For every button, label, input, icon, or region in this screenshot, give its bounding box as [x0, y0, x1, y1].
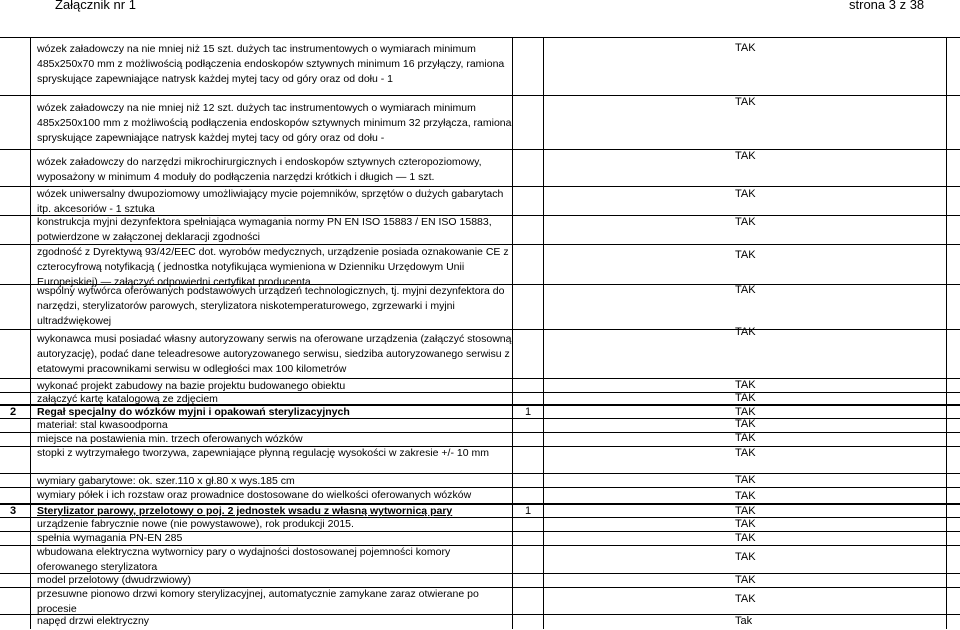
row-description: model przelotowy (dwudrzwiowy)	[37, 574, 192, 586]
table-row	[0, 378, 960, 393]
row-description: wózek uniwersalny dwupoziomowy umożliwiający mycie pojemników, sprzętów o dużych gabarytach itp. akcesoriów - 1 sztuka	[37, 188, 504, 215]
table-row	[0, 573, 960, 588]
table-row	[0, 149, 960, 187]
row-description: wykonawca musi posiadać własny autoryzowany serwis na oferowane urządzenia (załączyć stosowną autoryzację), podać dane teleadresowe autoryzowanego serwisu, siedziba autoryzowanego serwisu z etatowymi pracownikami serwisu w odległości max 100 kilometrów	[37, 333, 512, 375]
table-row	[0, 446, 960, 474]
row-answer: Tak	[735, 615, 753, 627]
row-description: załączyć kartę katalogową ze zdjęciem	[37, 393, 218, 405]
table-row	[0, 37, 960, 96]
row-answer: TAK	[735, 150, 756, 162]
row-description: Regał specjalny do wózków myjni i opakowań sterylizacyjnych	[37, 406, 350, 418]
row-answer: TAK	[735, 96, 756, 108]
row-description: wymiary gabarytowe: ok. szer.110 x gł.80 x wys.185 cm	[37, 475, 295, 487]
table-row	[0, 284, 960, 330]
table-row	[0, 418, 960, 433]
row-answer: TAK	[735, 188, 756, 200]
row-description: wózek załadowczy do narzędzi mikrochirurgicznych i endoskopów sztywnych czteropoziomowy, wyposażony w minimum 4 moduły do podłączenia narzędzi krótkich i długich — 1 szt.	[37, 156, 482, 183]
row-answer: TAK	[735, 249, 756, 261]
row-answer: TAK	[735, 216, 756, 228]
row-answer: TAK	[735, 406, 756, 418]
row-quantity: 1	[525, 406, 532, 418]
row-description: materiał: stal kwasoodporna	[37, 419, 168, 431]
row-answer: TAK	[735, 474, 756, 486]
row-description: spełnia wymagania PN-EN 285	[37, 532, 183, 544]
table-row	[0, 614, 960, 630]
page-number: strona 3 z 38	[849, 0, 925, 12]
row-description: wózek załadowczy na nie mniej niż 15 szt. dużych tac instrumentowych o wymiarach minimum 485x250x70 mm z możliwością podłączenia endoskopów sztywnych minimum 16 przyłączy, ramiona spryskujące zapewniające natrysk każdej mytej tacy od góry oraz od dołu - 1	[37, 43, 505, 85]
row-answer: TAK	[735, 284, 756, 296]
table-row	[0, 186, 960, 216]
row-quantity: 1	[525, 505, 532, 517]
attachment-label: Załącznik nr 1	[55, 0, 136, 12]
row-description: urządzenie fabrycznie nowe (nie powystawowe), rok produkcji 2015.	[37, 518, 354, 530]
row-description: przesuwne pionowo drzwi komory sterylizacyjnej, automatycznie zamykane zaraz otwierane po procesie	[37, 588, 479, 615]
table-row	[0, 432, 960, 447]
table-row	[0, 244, 960, 288]
row-answer: TAK	[735, 593, 756, 605]
table-row	[0, 545, 960, 574]
row-answer: TAK	[735, 379, 756, 391]
row-description: napęd drzwi elektryczny	[37, 615, 150, 627]
table-row	[0, 473, 960, 488]
row-answer: TAK	[735, 490, 756, 502]
row-answer: TAK	[735, 551, 756, 563]
row-answer: TAK	[735, 326, 756, 338]
row-answer: TAK	[735, 418, 756, 430]
row-number: 2	[10, 406, 17, 418]
table-row	[0, 517, 960, 532]
row-description: stopki z wytrzymałego tworzywa, zapewniające płynną regulację wysokości w zakresie +/- 10 mm	[37, 447, 489, 459]
row-description: konstrukcja myjni dezynfektora spełniająca wymagania normy PN EN ISO 15883 / EN ISO 15883, potwierdzone w załączonej deklaracji zgodności	[37, 216, 492, 243]
row-description: zgodność z Dyrektywą 93/42/EEC dot. wyrobów medycznych, urządzenie posiada oznakowanie CE z czterocyfrową notyfikacją ( jednostka notyfikująca wymieniona w Dzienniku Urzędowym Unii Europejskiej) — załączyć odpowiedni certyfikat producenta	[37, 246, 509, 288]
page-header	[0, 0, 960, 22]
row-description: wbudowana elektryczna wytwornicy pary o wydajności dostosowanej pojemności komory oferowanego sterylizatora	[37, 546, 451, 573]
row-description: wykonać projekt zabudowy na bazie projektu budowanego obiektu	[37, 380, 346, 392]
table-row	[0, 326, 960, 379]
table-row	[0, 531, 960, 546]
table-row	[0, 95, 960, 150]
row-answer: TAK	[735, 532, 756, 544]
row-description: wózek załadowczy na nie mniej niż 12 szt. dużych tac instrumentowych o wymiarach minimum 485x250x100 mm z możliwością podłączenia endoskopów sztywnych minimum 32 przyłącza, ramiona spryskujące zapewniające natrysk każdej mytej tacy od góry oraz od dołu -	[37, 102, 512, 144]
table-row	[0, 487, 960, 504]
row-answer: TAK	[735, 42, 756, 54]
table-row	[0, 587, 960, 615]
row-number: 3	[10, 505, 17, 517]
row-answer: TAK	[735, 505, 756, 517]
row-description: wymiary półek i ich rozstaw oraz prowadnice dostosowane do wielkości oferowanych wózków	[37, 489, 472, 501]
row-answer: TAK	[735, 447, 756, 459]
row-description: miejsce na postawienia min. trzech oferowanych wózków	[37, 433, 303, 445]
row-description: Sterylizator parowy, przelotowy o poj. 2 jednostek wsadu z własną wytwornicą pary	[37, 505, 453, 517]
row-answer: TAK	[735, 392, 756, 404]
row-answer: TAK	[735, 574, 756, 586]
row-description: wspólny wytwórca oferowanych podstawowych urządzeń technologicznych, tj. myjni dezynfektora do narzędzi, sterylizatorów parowych, sterylizatora niskotemperaturowego, zgrzewarki i myjni ultradźwiękowej	[37, 285, 505, 327]
row-answer: TAK	[735, 432, 756, 444]
table-row	[0, 215, 960, 245]
row-answer: TAK	[735, 518, 756, 530]
